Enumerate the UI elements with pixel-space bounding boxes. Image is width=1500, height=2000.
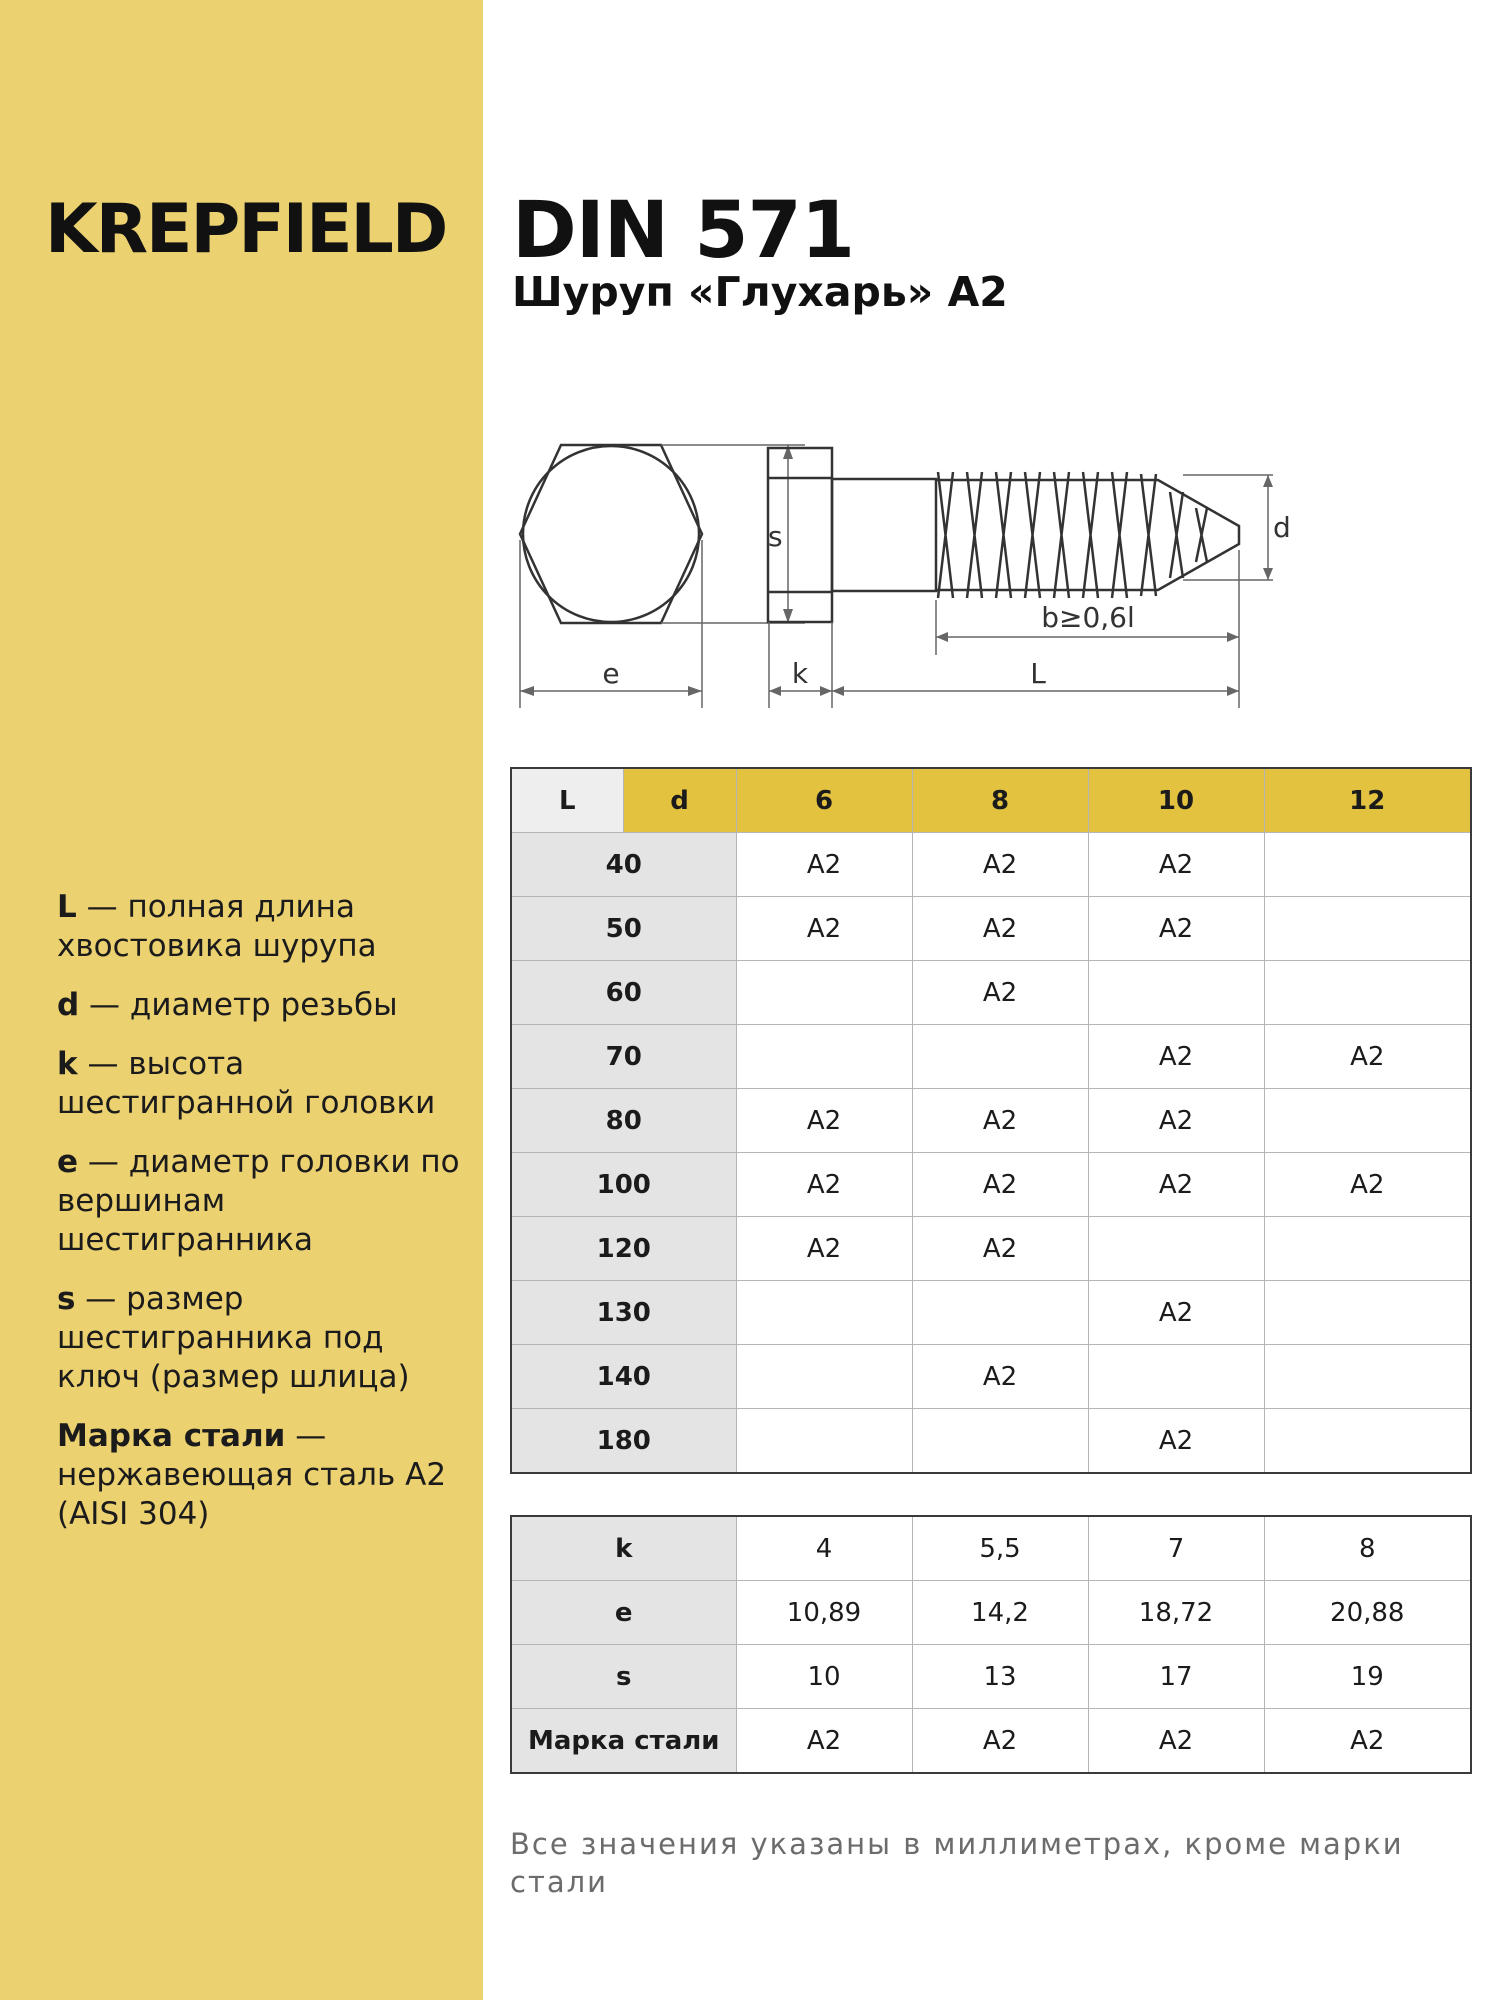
availability-cell: A2 [1088, 833, 1264, 897]
dimension-value: A2 [1088, 1709, 1264, 1774]
legend-item-e [57, 1143, 467, 1260]
availability-cell [1264, 897, 1471, 961]
dimension-value: 10 [736, 1645, 912, 1709]
table-row [511, 1025, 1471, 1089]
table-header-row [511, 768, 1471, 833]
dimension-value: 17 [1088, 1645, 1264, 1709]
dimension-value: 8 [1264, 1516, 1471, 1581]
availability-cell: A2 [912, 1345, 1088, 1409]
diameter-header: 8 [912, 768, 1088, 833]
availability-cell: A2 [1088, 897, 1264, 961]
dim-label-s: s [768, 520, 783, 553]
length-cell: 140 [511, 1345, 736, 1409]
availability-cell [1264, 1217, 1471, 1281]
dimension-label: s [511, 1645, 736, 1709]
table-row [511, 1281, 1471, 1345]
dimension-label: Марка стали [511, 1709, 736, 1774]
availability-cell: A2 [912, 897, 1088, 961]
availability-cell [736, 961, 912, 1025]
availability-cell [1264, 1345, 1471, 1409]
corner-d-label: d [623, 768, 736, 833]
availability-cell: A2 [1264, 1153, 1471, 1217]
dimension-label: e [511, 1581, 736, 1645]
availability-cell [736, 1025, 912, 1089]
legend-text: — нержавеющая сталь A2 (AISI 304) [57, 1418, 447, 1532]
dimension-value: 13 [912, 1645, 1088, 1709]
corner-L-label: L [511, 768, 623, 833]
availability-cell: A2 [1088, 1089, 1264, 1153]
dimension-value: 10,89 [736, 1581, 912, 1645]
dimension-value: 7 [1088, 1516, 1264, 1581]
length-cell: 100 [511, 1153, 736, 1217]
legend-item-k [57, 1045, 467, 1123]
length-cell: 60 [511, 961, 736, 1025]
availability-cell [1264, 1281, 1471, 1345]
table-row [511, 1153, 1471, 1217]
availability-cell: A2 [1264, 1025, 1471, 1089]
legend-key: k [57, 1046, 78, 1082]
availability-cell [1264, 1409, 1471, 1474]
dim-label-b: b≥0,6l [1041, 601, 1135, 634]
availability-cell [1088, 961, 1264, 1025]
sidebar-panel [0, 0, 483, 2000]
availability-cell: A2 [912, 961, 1088, 1025]
screw-shank [832, 479, 936, 591]
availability-cell: A2 [912, 1217, 1088, 1281]
dimensions-table [510, 1515, 1472, 1774]
hex-head-top-view [520, 445, 702, 623]
length-cell: 70 [511, 1025, 736, 1089]
availability-cell: A2 [912, 1089, 1088, 1153]
dim-label-L: L [1030, 657, 1046, 690]
dimension-value: 18,72 [1088, 1581, 1264, 1645]
legend-text: — диаметр резьбы [79, 987, 398, 1023]
availability-cell: A2 [1088, 1153, 1264, 1217]
legend-key: L [57, 889, 77, 925]
availability-cell [1264, 1089, 1471, 1153]
availability-cell: A2 [736, 897, 912, 961]
table-row [511, 1709, 1471, 1774]
table-row [511, 1581, 1471, 1645]
availability-cell [736, 1281, 912, 1345]
availability-cell [1088, 1217, 1264, 1281]
screw-technical-drawing [483, 400, 1500, 730]
diameter-header: 6 [736, 768, 912, 833]
length-cell: 130 [511, 1281, 736, 1345]
legend-item-s [57, 1280, 467, 1397]
table-row [511, 1345, 1471, 1409]
dimension-value: 14,2 [912, 1581, 1088, 1645]
availability-cell [912, 1025, 1088, 1089]
dimension-value: 4 [736, 1516, 912, 1581]
dimension-value: A2 [912, 1709, 1088, 1774]
dimension-value: 20,88 [1264, 1581, 1471, 1645]
table-row [511, 961, 1471, 1025]
availability-cell: A2 [736, 833, 912, 897]
table-row [511, 1645, 1471, 1709]
availability-cell [736, 1409, 912, 1474]
table-row [511, 833, 1471, 897]
legend [57, 888, 467, 1554]
legend-key: s [57, 1281, 76, 1317]
availability-cell: A2 [1088, 1281, 1264, 1345]
brand-logo: KREPFIELD [45, 190, 447, 269]
table-row [511, 897, 1471, 961]
availability-cell [1264, 833, 1471, 897]
diameter-header: 12 [1264, 768, 1471, 833]
hex-dimension-lines [520, 445, 805, 708]
legend-text: — полная длина хвостовика шурупа [57, 889, 377, 964]
diameter-header: 10 [1088, 768, 1264, 833]
dimension-value: A2 [1264, 1709, 1471, 1774]
availability-cell: A2 [912, 1153, 1088, 1217]
dimension-value: 5,5 [912, 1516, 1088, 1581]
dimension-value: 19 [1264, 1645, 1471, 1709]
dim-label-e: e [602, 657, 620, 690]
chamfer-circle [523, 446, 699, 622]
dim-label-d: d [1273, 511, 1291, 544]
availability-table [510, 767, 1472, 1474]
length-cell: 40 [511, 833, 736, 897]
length-cell: 50 [511, 897, 736, 961]
legend-text: — размер шестигранника под ключ (размер шлица) [57, 1281, 410, 1395]
legend-text: — высота шестигранной головки [57, 1046, 436, 1121]
page-subtitle: Шуруп «Глухарь» А2 [512, 268, 1008, 316]
availability-cell [1088, 1345, 1264, 1409]
availability-cell: A2 [912, 833, 1088, 897]
availability-cell [736, 1345, 912, 1409]
thread-lines [938, 472, 1207, 598]
dimension-value: A2 [736, 1709, 912, 1774]
table-row [511, 1217, 1471, 1281]
legend-item-steel [57, 1417, 467, 1534]
availability-cell [1264, 961, 1471, 1025]
table-row [511, 1409, 1471, 1474]
thread-core [936, 480, 1239, 590]
length-cell: 180 [511, 1409, 736, 1474]
availability-cell: A2 [736, 1217, 912, 1281]
footnote: Все значения указаны в миллиметрах, кроме марки стали [510, 1827, 1404, 1899]
length-cell: 80 [511, 1089, 736, 1153]
screw-dimension-arrows [769, 475, 1273, 696]
hex-dimension-arrows [520, 445, 793, 696]
availability-cell: A2 [736, 1153, 912, 1217]
length-cell: 120 [511, 1217, 736, 1281]
legend-item-d [57, 986, 467, 1025]
legend-item-L [57, 888, 467, 966]
availability-cell: A2 [1088, 1025, 1264, 1089]
legend-key: e [57, 1144, 79, 1180]
legend-key: d [57, 987, 80, 1023]
table-row [511, 1516, 1471, 1581]
page-title: DIN 571 [512, 186, 855, 276]
availability-cell [912, 1409, 1088, 1474]
availability-cell [912, 1281, 1088, 1345]
availability-cell: A2 [736, 1089, 912, 1153]
dimension-label: k [511, 1516, 736, 1581]
availability-cell: A2 [1088, 1409, 1264, 1474]
table-row [511, 1089, 1471, 1153]
dim-label-k: k [791, 657, 809, 690]
legend-text: — диаметр головки по вершинам шестигранника [57, 1144, 460, 1258]
legend-key: Марка стали [57, 1418, 286, 1454]
